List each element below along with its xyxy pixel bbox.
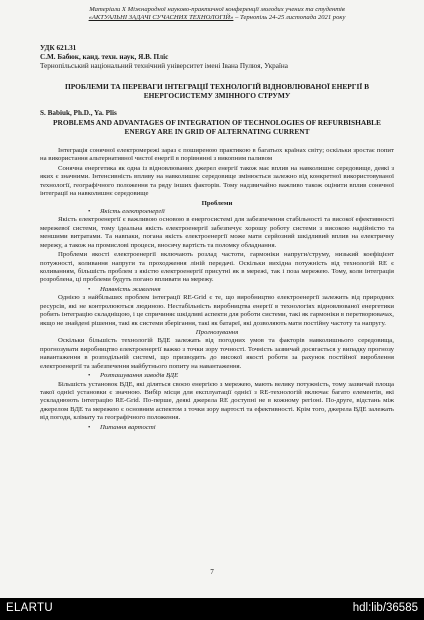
paragraph-intro: Інтеграція сонячної електромережі зараз є поширеною практикою в багатьох країнах світу; оскільки зростає попит на використання альтернативної чистої енергії в порівнянні з викопним паливом xyxy=(40,147,394,163)
bullet-intermittency xyxy=(40,286,394,294)
paragraph-power-quality: Якість електроенергії є важливою основою в енергосистемі для забезпечення стабільності та високої ефективності мережевої системи, тому ідеальна якість електроенергії забезпечує хорошу роботу системи з високою надійністю та меншими витратами. Та навпаки, погана якість електроенергії може мати серйозний шкідливий вплив на електричну мережу, а також на промислові процеси, вносячу вартість та поломку обладнання. xyxy=(40,216,394,249)
paragraph-quality-problems: Проблеми якості електроенергії включають розлад частоти, гармоніки напруги/струму, низький коефіцієнт потужності, коливання напруги та проходження ліній передачі. Оскільки вихідна потужність від технологій RE є коливанням, більшість проблем з якістю електроенергії присутні як в мережі, так і поза мережею. Тому, коли інтеграція розроблена, ці проблеми будуть погано впливати на мережу. xyxy=(40,251,394,284)
paragraph-plant-location: Більшість установок ВДЕ, які діляться своєю енергією з мережею, мають велику потужність, тому зазвичай площа такої однієї установки є значною. Вибір місця для експлуатації однієї з RE-технологій включає багато елементів, які ускладнюють інтеграцію RE-Grid. По-перше, деякі джерела RE доступні не в кожному регіоні. По-друге, відстань між джерелом ВДЕ та мережею є основним аспектом з точки зору вартості та ефективності. Крім того, джерела ВДЕ залежать від погоди, клімату та географічного положення. xyxy=(40,380,394,422)
title-english: PROBLEMS AND ADVANTAGES OF INTEGRATION OF TECHNOLOGIES OF REFURBISHABLE ENERGY ARE IN GRID OF ALTERNATING CURRENT xyxy=(53,118,381,136)
conference-title-link[interactable]: «АКТУАЛЬНІ ЗАДАЧІ СУЧАСНИХ ТЕХНОЛОГІЙ» xyxy=(88,14,234,22)
paragraph-forecast: Оскільки більшість технологій ВДЕ залежать від погодних умов та факторів навколишнього середовища, прогнозувати виробництво електроенергії важко з точки зору точності. Точність зазвичай досягається у випадку прогнозу навантаження в розподільній системі, що призводить до високої якості роботи за рахунок постійної вироблення електроенергії та забезпечення майбутнього попиту на навантаження. xyxy=(40,337,394,370)
bullet-intermittency-label: Наявність живлення xyxy=(100,285,161,293)
bullet-plant-location-label: Розташування заводів ВДЕ xyxy=(100,372,179,380)
conference-header xyxy=(40,6,394,22)
bullet-dot-icon: • xyxy=(88,207,91,215)
bullet-dot-icon: • xyxy=(88,285,91,293)
authors-ukrainian: С.М. Бабюк, канд. техн. наук, Я.В. Пліс xyxy=(40,53,169,61)
paragraph-intermittency: Однією з найбільших проблем інтеграції RE-Grid є те, що виробництво електроенергії залежить від природних ресурсів, які не контролюються людиною. Нестабільність виробництва енергії в технологіях відновлюваної енергетики робить інтеграцію складніщою, і це спричиняє шкідливі аспекти для роботи системи, такі як гармоніки в перетворювачах, якщо не знайдені рішення, такі як системи зберігання, такі як батареї, які дозволяють мати постійну частоту та напругу. xyxy=(40,294,394,327)
conference-header-line2 xyxy=(40,14,394,22)
bullet-power-quality xyxy=(40,208,394,216)
bullet-dot-icon: • xyxy=(88,423,91,431)
paragraph-solar-impact: Сонячна енергетика як одна із відновлюваних джерел енергії також має вплив на навколишнє середовище, деякі з яких є значними. Інтенсивність впливу на навколишнє середовище змінюється залежно від конкретної використовуваної технології, географічного положення та ряду інших факторів. Тому надзвичайно важливо також оцінити вплив сонячної інтеграції на навколишнє середовище xyxy=(40,164,394,198)
section-heading-forecast: Прогнозування xyxy=(195,328,239,336)
title-ukrainian: ПРОБЛЕМИ ТА ПЕРЕВАГИ ІНТЕГРАЦІЇ ТЕХНОЛОГІЙ ВІДНОВЛЮВАНОЇ ЕНЕРГІЇ В ЕНЕРГОСИСТЕМУ ЗМІННОГО СТРУМУ xyxy=(64,82,370,100)
bullet-dot-icon: • xyxy=(88,372,91,380)
bullet-cost xyxy=(40,424,394,432)
repository-footer-bar xyxy=(0,598,424,620)
authors-english: S. Babiuk, Ph.D., Ya. Plis xyxy=(40,109,117,117)
bullet-power-quality-label: Якість електроенергії xyxy=(100,207,165,215)
conference-header-line1: Матеріали Х Міжнародної науково-практичної конференції молодих учених та студентів xyxy=(89,6,345,13)
affiliation: Тернопільський національний технічний університет імені Івана Пулюя, Україна xyxy=(40,62,288,70)
conference-date: – Тернопіль 24-25 листопада 2021 року xyxy=(233,14,346,22)
repository-name: ELARTU xyxy=(6,602,53,614)
bullet-cost-label: Питання вартості xyxy=(100,423,156,431)
page-number: 7 xyxy=(210,568,214,576)
handle-identifier[interactable]: hdl:lib/36585 xyxy=(352,602,418,614)
bullet-plant-location xyxy=(40,372,394,380)
section-heading-problems: Проблеми xyxy=(201,199,233,207)
udk-code: УДК 621.31 xyxy=(40,44,77,52)
article-body xyxy=(40,147,394,432)
